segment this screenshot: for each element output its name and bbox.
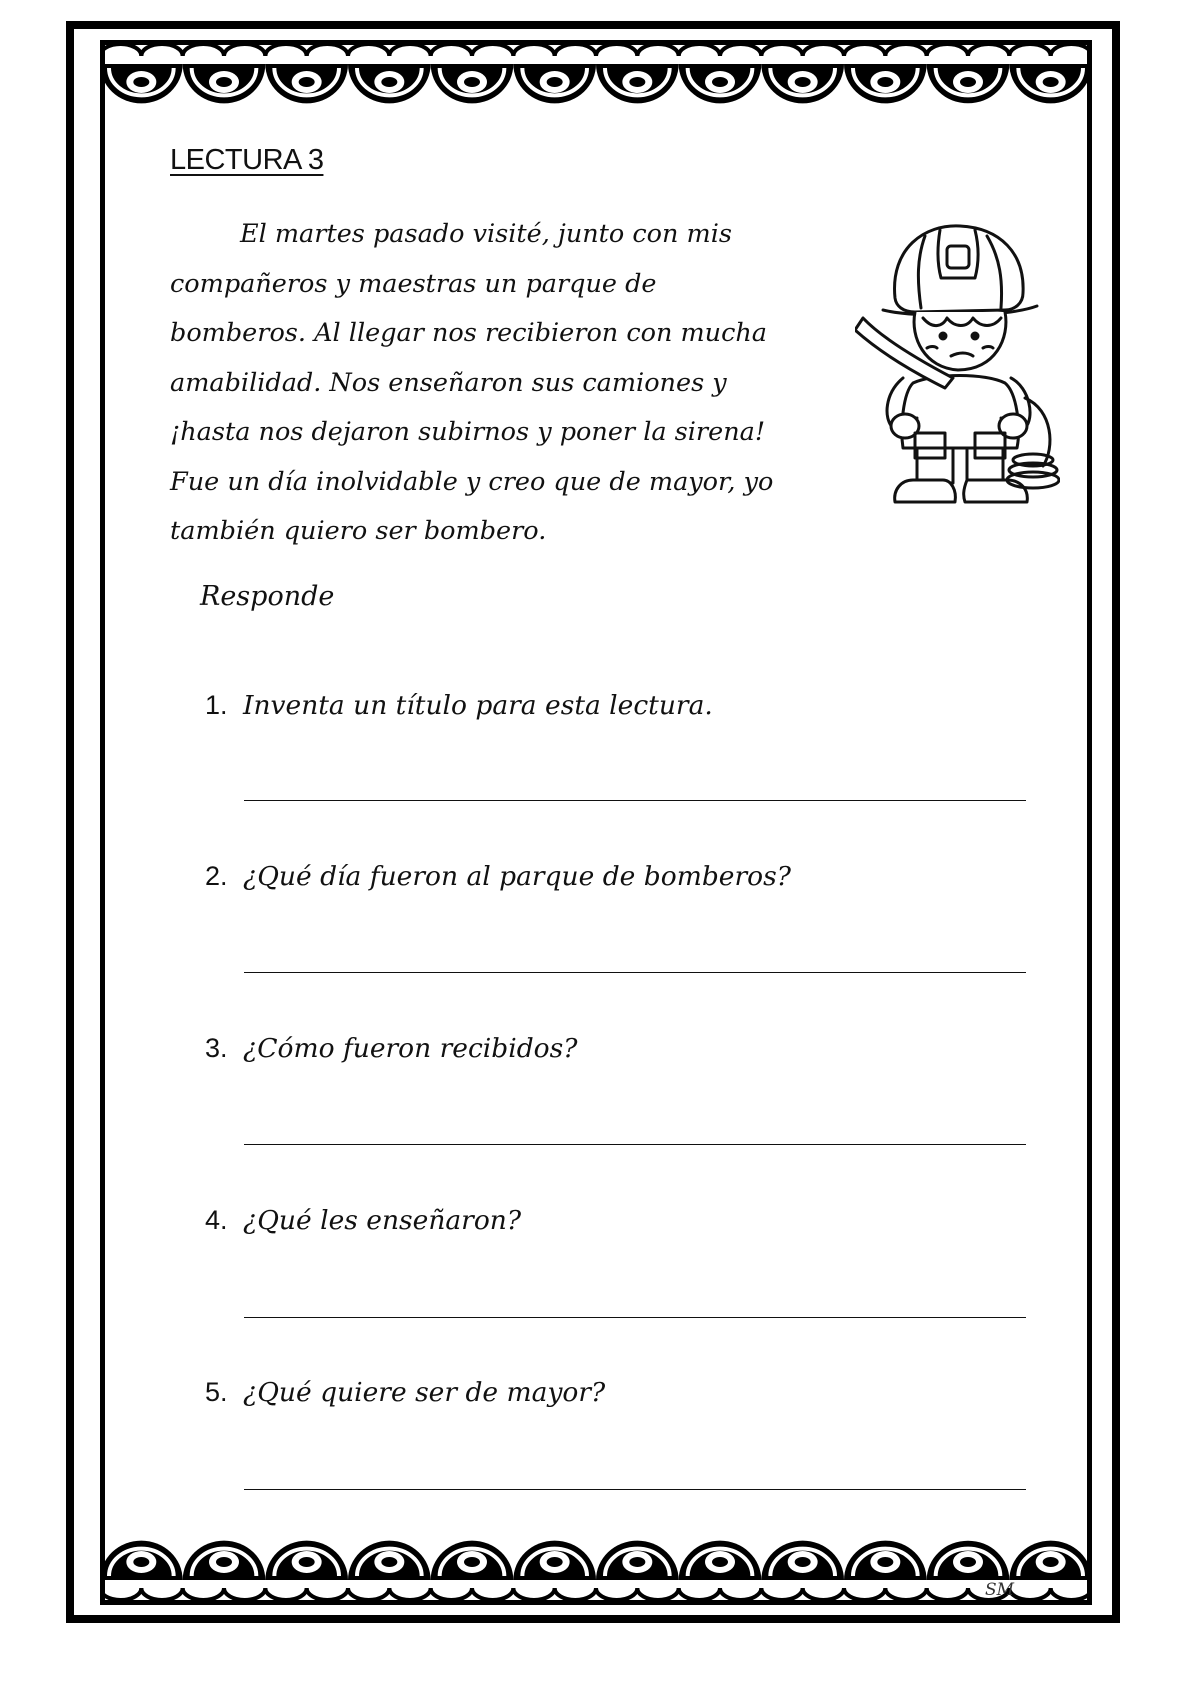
question-4 [205, 1205, 521, 1236]
reading-line: ¡hasta nos dejaron subirnos y poner la sirena! [170, 417, 766, 447]
question-number: 5. [205, 1377, 228, 1407]
question-1 [205, 690, 713, 721]
reading-line: también quiero ser bombero. [170, 516, 547, 546]
answer-line-1[interactable] [244, 800, 1026, 801]
reading-line: amabilidad. Nos enseñaron sus camiones y [170, 367, 727, 398]
question-number: 3. [205, 1033, 228, 1063]
question-5 [205, 1377, 605, 1408]
question-text: ¿Cómo fueron recibidos? [243, 1033, 578, 1064]
signature: SM [985, 1580, 1015, 1600]
answer-line-3[interactable] [244, 1144, 1026, 1145]
reading-line: Fue un día inolvidable y creo que de mayor, yo [170, 466, 774, 497]
decorative-border-bottom [100, 1508, 1092, 1604]
question-text: ¿Qué les enseñaron? [243, 1205, 522, 1236]
reading-line: bomberos. Al llegar nos recibieron con mucha [170, 318, 768, 348]
reading-line: compañeros y maestras un parque de [170, 268, 657, 299]
question-number: 1. [205, 690, 228, 720]
reading-passage [170, 210, 845, 557]
decorative-border-top [100, 40, 1092, 136]
question-3 [205, 1033, 577, 1064]
page-title: LECTURA 3 [170, 144, 324, 176]
answer-line-5[interactable] [244, 1489, 1026, 1490]
question-number: 4. [205, 1205, 228, 1235]
answer-line-4[interactable] [244, 1317, 1026, 1318]
question-text: ¿Qué quiere ser de mayor? [243, 1377, 606, 1408]
question-text: Inventa un título para esta lectura. [243, 690, 713, 721]
section-label: Responde [200, 581, 335, 612]
answer-line-2[interactable] [244, 972, 1026, 973]
reading-line: El martes pasado visité, junto con mis [240, 219, 732, 249]
question-2 [205, 861, 791, 892]
question-number: 2. [205, 861, 228, 891]
firefighter-icon [855, 218, 1060, 528]
question-text: ¿Qué día fueron al parque de bomberos? [243, 861, 791, 892]
